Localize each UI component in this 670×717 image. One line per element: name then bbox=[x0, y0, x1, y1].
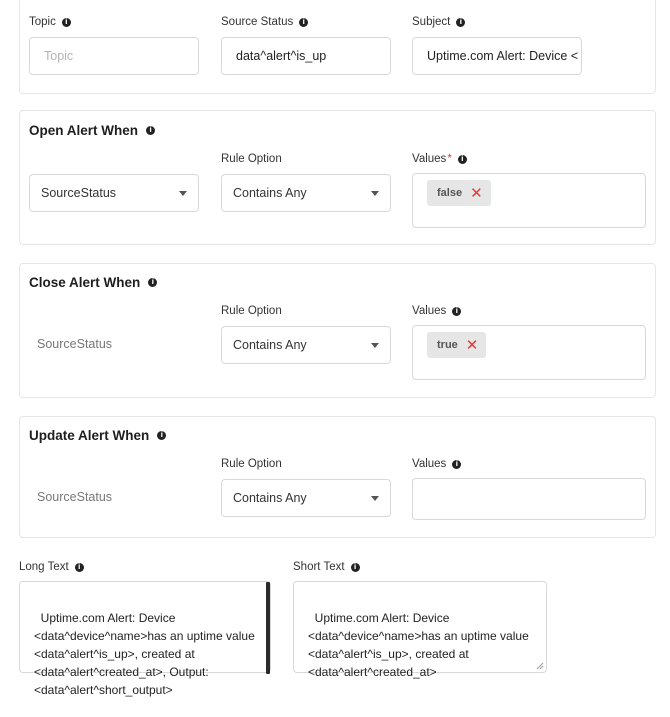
long-text-textarea[interactable] bbox=[19, 581, 271, 697]
info-icon[interactable]: i bbox=[62, 18, 71, 27]
info-icon[interactable]: i bbox=[157, 431, 166, 440]
open-alert-title-text: Open Alert When bbox=[29, 123, 139, 138]
chevron-down-icon bbox=[371, 343, 379, 348]
short-text-label bbox=[293, 561, 360, 573]
info-icon[interactable]: i bbox=[456, 18, 465, 27]
close-alert-values-label-text: Values bbox=[412, 305, 447, 317]
open-alert-values-input[interactable] bbox=[412, 173, 646, 228]
update-alert-values-label-text: Values bbox=[412, 458, 447, 470]
subject-input[interactable] bbox=[412, 37, 582, 75]
open-alert-rule-value: Contains Any bbox=[233, 186, 307, 200]
close-alert-title bbox=[29, 275, 157, 290]
source-status-label bbox=[221, 16, 308, 28]
open-alert-rule-select[interactable] bbox=[221, 174, 391, 212]
update-alert-rule-select[interactable] bbox=[221, 479, 391, 517]
update-alert-rule-label-text: Rule Option bbox=[221, 458, 282, 470]
open-alert-values-label bbox=[412, 153, 467, 165]
subject-label-text: Subject bbox=[412, 16, 451, 28]
open-alert-rule-label-text: Rule Option bbox=[221, 153, 282, 165]
open-alert-field-value: SourceStatus bbox=[41, 186, 117, 200]
value-chip bbox=[427, 332, 486, 358]
chip-label: false bbox=[437, 187, 463, 199]
close-alert-rule-label bbox=[221, 305, 282, 317]
close-alert-rule-select[interactable] bbox=[221, 326, 391, 364]
update-alert-values-input[interactable] bbox=[412, 478, 646, 520]
long-text-value: Uptime.com Alert: Device <data^device^name>has an uptime value <data^alert^is_up>, created at <data^alert^created_at>, Output: <data^alert^short_output> bbox=[34, 611, 255, 697]
open-alert-title bbox=[29, 123, 155, 138]
long-text-scrollbar[interactable] bbox=[266, 582, 270, 674]
long-text-label-text: Long Text bbox=[19, 561, 69, 573]
source-status-input[interactable] bbox=[221, 37, 391, 75]
open-alert-field-select[interactable] bbox=[29, 174, 199, 212]
required-asterisk: * bbox=[447, 153, 452, 165]
chip-label: true bbox=[437, 339, 458, 351]
long-text-label bbox=[19, 561, 84, 573]
info-icon[interactable]: i bbox=[452, 307, 461, 316]
value-chip bbox=[427, 180, 491, 206]
subject-label bbox=[412, 16, 465, 28]
update-alert-values-label bbox=[412, 458, 461, 470]
short-text-label-text: Short Text bbox=[293, 561, 345, 573]
close-alert-rule-value: Contains Any bbox=[233, 338, 307, 352]
info-icon[interactable]: i bbox=[148, 278, 157, 287]
topic-label bbox=[29, 16, 71, 28]
resize-grip-icon[interactable] bbox=[536, 662, 544, 670]
short-text-textarea[interactable] bbox=[293, 581, 547, 679]
chevron-down-icon bbox=[371, 496, 379, 501]
source-status-value: data^alert^is_up bbox=[236, 49, 327, 63]
topic-placeholder: Topic bbox=[44, 49, 74, 63]
close-alert-values-label bbox=[412, 305, 461, 317]
close-icon[interactable]: ✕ bbox=[465, 336, 479, 354]
info-icon[interactable]: i bbox=[458, 155, 467, 164]
info-icon[interactable]: i bbox=[75, 563, 84, 572]
info-icon[interactable]: i bbox=[452, 460, 461, 469]
topic-input[interactable] bbox=[29, 37, 199, 75]
short-text-value: Uptime.com Alert: Device <data^device^name>has an uptime value <data^alert^is_up>, created at <data^alert^created_at> bbox=[308, 611, 529, 679]
update-alert-field: SourceStatus bbox=[37, 490, 113, 504]
close-alert-rule-label-text: Rule Option bbox=[221, 305, 282, 317]
info-icon[interactable]: i bbox=[299, 18, 308, 27]
source-status-label-text: Source Status bbox=[221, 16, 294, 28]
close-alert-title-text: Close Alert When bbox=[29, 275, 141, 290]
open-alert-values-label-text: Values bbox=[412, 153, 447, 165]
open-alert-rule-label bbox=[221, 153, 282, 165]
close-icon[interactable]: ✕ bbox=[470, 184, 483, 202]
close-alert-field: SourceStatus bbox=[37, 337, 113, 351]
info-icon[interactable]: i bbox=[146, 126, 155, 135]
update-alert-rule-label bbox=[221, 458, 282, 470]
chevron-down-icon bbox=[371, 191, 379, 196]
chevron-down-icon bbox=[179, 191, 187, 196]
info-icon[interactable]: i bbox=[351, 563, 360, 572]
update-alert-title-text: Update Alert When bbox=[29, 428, 150, 443]
close-alert-values-input[interactable] bbox=[412, 325, 646, 380]
topic-label-text: Topic bbox=[29, 16, 56, 28]
update-alert-title bbox=[29, 428, 166, 443]
subject-value: Uptime.com Alert: Device < bbox=[427, 49, 579, 63]
update-alert-rule-value: Contains Any bbox=[233, 491, 307, 505]
